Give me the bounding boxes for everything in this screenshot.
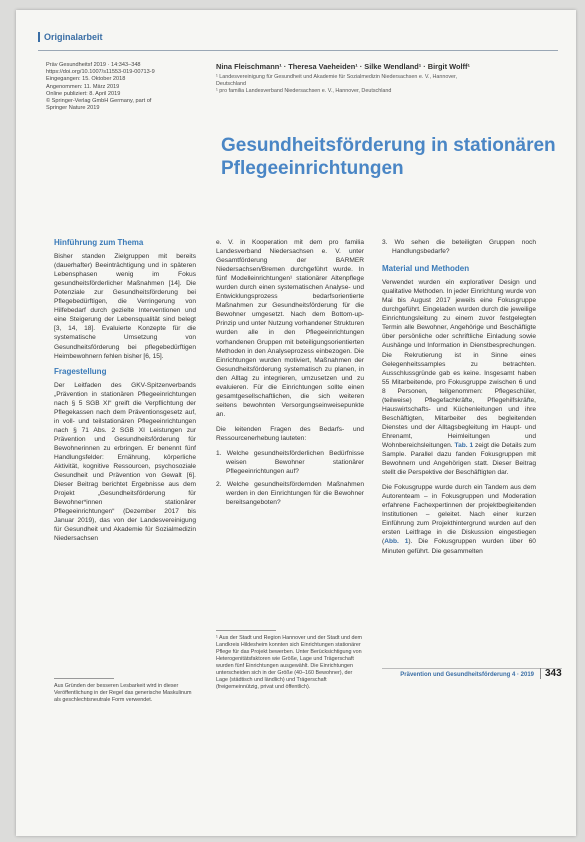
affiliations: [216, 74, 546, 95]
paragraph: Der Leitfaden des GKV-Spitzenverbands „Prävention in stationären Pflegeeinrichtungen nach § 5 SGB XI“ greift die Verpflichtung der Pflegekassen nach dem Präventionsgesetz auf, in voll- und teilstationären Pflegeeinrichtungen nach § 71 Abs. 2 SGB XI Leistungen zur Prävention und Gesundheitsförderung für Bewohnerinnen zu erbringen. Er benennt fünf Handlungsfelder: Ernährung, körperliche Aktivität, kognitive Ressourcen, psychosoziale Gesundheit und Prävention von Gewalt [6]. Dieser Beitrag berichtet Ergebnisse aus dem Projekt „Gesundheitsförderung für Bewohner*innen stationärer Pflegeeinrichtungen“ (Dezember 2017 bis Januar 2019), das von der Landesvereinigung für Gesundheit und Akademie für Sozialmedizin Niedersachsen: [54, 381, 196, 543]
journal-footer: Prävention und Gesundheitsförderung 4 · 2019: [400, 672, 534, 678]
footnote-text: ¹ Aus der Stadt und Region Hannover und der Stadt und dem Landkreis Hildesheim konnten sich Einrichtungen stationärer Pflege für das Projekt bewerben. Unter Berücksichtigung von Heterogenitätsfaktoren wie Größe, Lage und Trägerschaft wurden fünf Einrichtungen ausgewählt. Die Einrichtungen unterscheiden sich in der Größe (40–160 Bewohner), der Lage (städtisch und ländlich) und Trägerschaft (freigemeinnützig, privat und öffentlich).: [216, 635, 362, 690]
footnote-rule: [216, 630, 276, 631]
meta-doi[interactable]: https://doi.org/10.1007/s11553-019-00713-9: [46, 69, 155, 76]
meta-line: Online publiziert: 8. April 2019: [46, 90, 121, 97]
affiliation: Deutschland: [216, 81, 246, 87]
page: [16, 10, 576, 836]
footnote-col2: [216, 622, 364, 691]
header-rule: [38, 50, 558, 51]
footnote-col1: [54, 670, 196, 704]
heading-hinfuehrung: Hinführung zum Thema: [54, 238, 144, 247]
meta-line: Angenommen: 11. März 2019: [46, 83, 120, 90]
meta-line: Springer Nature 2019: [46, 105, 100, 112]
paragraph: Die leitenden Fragen des Bedarfs- und Ressourcenerhebung lauteten:: [216, 425, 364, 442]
heading-material-methoden: Material und Methoden: [382, 264, 470, 274]
footer-rule: [382, 668, 562, 669]
paragraph-text: Die Fokusgruppe wurde durch ein Tandem aus dem Autorenteam – in Fokusgruppen und Moderation erfahrene Fachexpertinnen der projektbegleitenden Institutionen – geleitet. Nach einer kurzen Einführung zum Projekthintergrund wurden auf den ersten Leitfrage in die Diskussion eingestiegen (: [382, 484, 536, 546]
meta-line: Präv Gesundheitsf 2019 · 14:343–348: [46, 62, 141, 68]
paragraph: Bisher standen Zielgruppen mit bereits (dauerhafter) Beeinträchtigung und in späteren Lebensphasen wenig im Fokus gesundheitsförderlicher Maßnahmen [14]. Die Potenziale zur Gesundheitsförderung bei Pflegebedürftigen, die Verringerung von Hilfebedarf durch gezielte Interventionen und eine Steigerung der Lebensqualität sind belegt [3, 14, 18]. Evaluierte Konzepte für die systematische Umsetzung von Gesundheitsförderung bei pflegebedürftigen Heimbewohnern fehlen bisher [6, 15].: [54, 253, 196, 360]
heading-fragestellung: Fragestellung: [54, 366, 107, 376]
figure-reference-link[interactable]: Abb. 1: [384, 538, 409, 546]
article-meta: [46, 62, 206, 112]
paragraph: e. V. in Kooperation mit dem pro familia Landesverband Niedersachsen e. V. unter Gesamtförderung der BARMER Niedersachsen/Bremen durchgeführt wurde. In fünf Modelleinrichtungen¹ stationärer Altenpflege wurden durch einen systematischen Analyse- und Entwicklungsprozess bedarfsorientierte Maßnahmen zur Gesundheitsförderung für die Bewohner umgesetzt. Nach dem Bottom-up-Prinzip und unter Nutzung vorhandener Strukturen wurden alle in den Pflegeeinrichtungen vorhandenen Gruppen mit beteiligungsorientierten Methoden in den Analyseprozess einbezogen. Die Einrichtungen wurden motiviert, Maßnahmen der Gesundheitsförderung systematisch zu planen, in den Alltag zu integrieren, umzusetzen und zu evaluieren. Für die Einrichtungen sollte einen gesamtgesellschaftlichen, die sich weiteren seitens bewohnten Versorgungseinweisepunkte an.: [216, 239, 364, 418]
paragraph: [382, 483, 536, 555]
question-3: 3. Wo sehen die beteiligten Gruppen noch Handlungsbedarfe?: [382, 239, 536, 256]
article-title: Gesundheitsförderung in stationären Pflegeeinrichtungen: [221, 135, 556, 179]
affiliation: ¹ pro familia Landesverband Niedersachsen e. V., Hannover, Deutschland: [216, 88, 392, 94]
paragraph-text: Verwendet wurden ein explorativer Design und qualitative Methoden. In jeder Einrichtung wurde von Mai bis August 2017 jeweils eine Fokusgruppe durchgeführt. Eingeladen wurden durch die jeweilige Einrichtungsleitung zu einem zuvor festgelegten Termin alle Bewohner, Angehörige und Beschäftigte über persönliche oder schriftliche Einladung sowie Aushänge und Information in Dienstbesprechungen. Die Rekrutierung ist in Sinne eines Gelegenheitssamples zu betrachten. Ausschlussgründe gab es keine. Insgesamt haben 55 Mitarbeitende, pro Fokusgruppe zwischen 6 und 8 Personen, teilgenommen: Pflegeschüler, (teilweise) Pflegefachkräfte, Pflegehilfskräfte, Hauswirtschafts- und Küchenleitungen und ihre Beschäftigten, Mitarbeiter des begleitenden Dienstes und der Alltagsbegleitung im Haupt- und Ehrenamt, Heimleitungen und Wohnbereichsleitungen.: [382, 279, 536, 449]
paragraph: [382, 278, 536, 477]
paragraph-text: zeigt die Details zum Sample. Parallel dazu fanden Fokusgruppen mit Bewohnern und Angehörigen statt. Dieser Beitrag stellt die Perspektive der Beschäftigten dar.: [382, 441, 536, 477]
footnote-rule: [54, 678, 114, 679]
affiliation: ¹ Landesvereinigung für Gesundheit und Akademie für Sozialmedizin Niedersachsen e. V., Hannover,: [216, 74, 458, 80]
section-tag: Originalarbeit: [38, 32, 103, 42]
column-3: [382, 238, 536, 562]
table-reference-link[interactable]: Tab. 1: [454, 441, 474, 449]
page-number: 343: [540, 668, 562, 679]
question-2: 2. Welche gesundheitsfördernden Maßnahmen werden in den Einrichtungen für die Bewohner bereitsangeboten?: [216, 481, 364, 507]
column-2: [216, 238, 364, 511]
meta-line: © Springer-Verlag GmbH Germany, part of: [46, 98, 152, 105]
question-1: 1. Welche gesundheitsförderlichen Bedürfnisse weisen Bewohner stationärer Pflegeeinrichtungen auf?: [216, 450, 364, 476]
footnote-text: Aus Gründen der besseren Lesbarkeit wird in dieser Veröffentlichung in der Regel das generische Maskulinum als geschlechtsneutrale Form verwendet.: [54, 683, 192, 703]
paragraph-text: ). Die Fokusgruppen wurden über 60 Minuten geführt. Die gesammelten: [382, 538, 536, 555]
column-1: [54, 238, 196, 550]
meta-line: Eingegangen: 15. Oktober 2018: [46, 76, 126, 83]
authors: Nina Fleischmann¹ · Theresa Vaeheiden¹ · Silke Wendland¹ · Birgit Wolff¹: [216, 62, 470, 71]
